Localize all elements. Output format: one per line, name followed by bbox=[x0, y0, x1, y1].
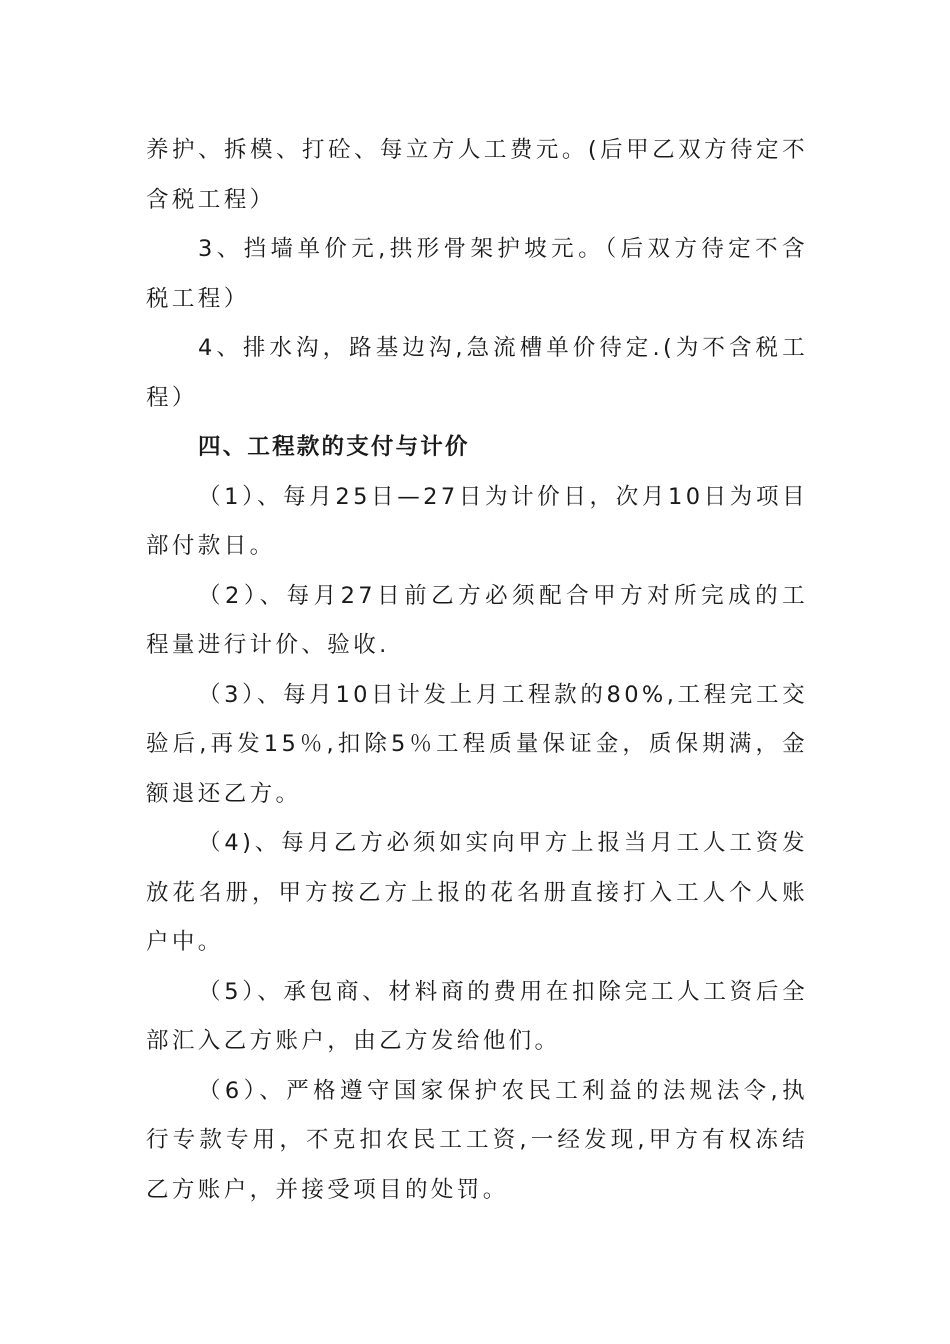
section-heading-payment: 四、工程款的支付与计价 bbox=[198, 434, 470, 460]
paragraph-drainage-ditch-price: 4、排水沟，路基边沟,急流槽单价待定.(为不含税工程） bbox=[146, 335, 808, 411]
paragraph-curing-labor-cost: 养护、拆模、打砼、每立方人工费元。(后甲乙双方待定不含税工程） bbox=[146, 137, 808, 213]
paragraph-contractor-fees: （5）、承包商、材料商的费用在扣除完工人工资后全部汇入乙方账户，由乙方发给他们。 bbox=[146, 978, 808, 1054]
paragraph-retaining-wall-price: 3、挡墙单价元,拱形骨架护坡元。（后双方待定不含税工程） bbox=[146, 236, 808, 312]
paragraph-valuation-acceptance: （2）、每月27日前乙方必须配合甲方对所完成的工程量进行计价、验收. bbox=[146, 582, 808, 658]
paragraph-valuation-date: （1）、每月25日—27日为计价日，次月10日为项目部付款日。 bbox=[146, 483, 808, 559]
paragraph-payment-percentages: （3）、每月10日计发上月工程款的80%,工程完工交验后,再发15％,扣除5％工程质量保证金，质保期满，金额退还乙方。 bbox=[146, 681, 808, 807]
paragraph-wage-roster: （4)、每月乙方必须如实向甲方上报当月工人工资发放花名册，甲方按乙方上报的花名册直接打入工人个人账户中。 bbox=[146, 830, 808, 955]
paragraph-migrant-worker-rights: （6）、严格遵守国家保护农民工利益的法规法令,执行专款专用，不克扣农民工工资,一经发现,甲方有权冻结乙方账户，并接受项目的处罚。 bbox=[146, 1077, 808, 1203]
document-body bbox=[146, 126, 808, 1215]
